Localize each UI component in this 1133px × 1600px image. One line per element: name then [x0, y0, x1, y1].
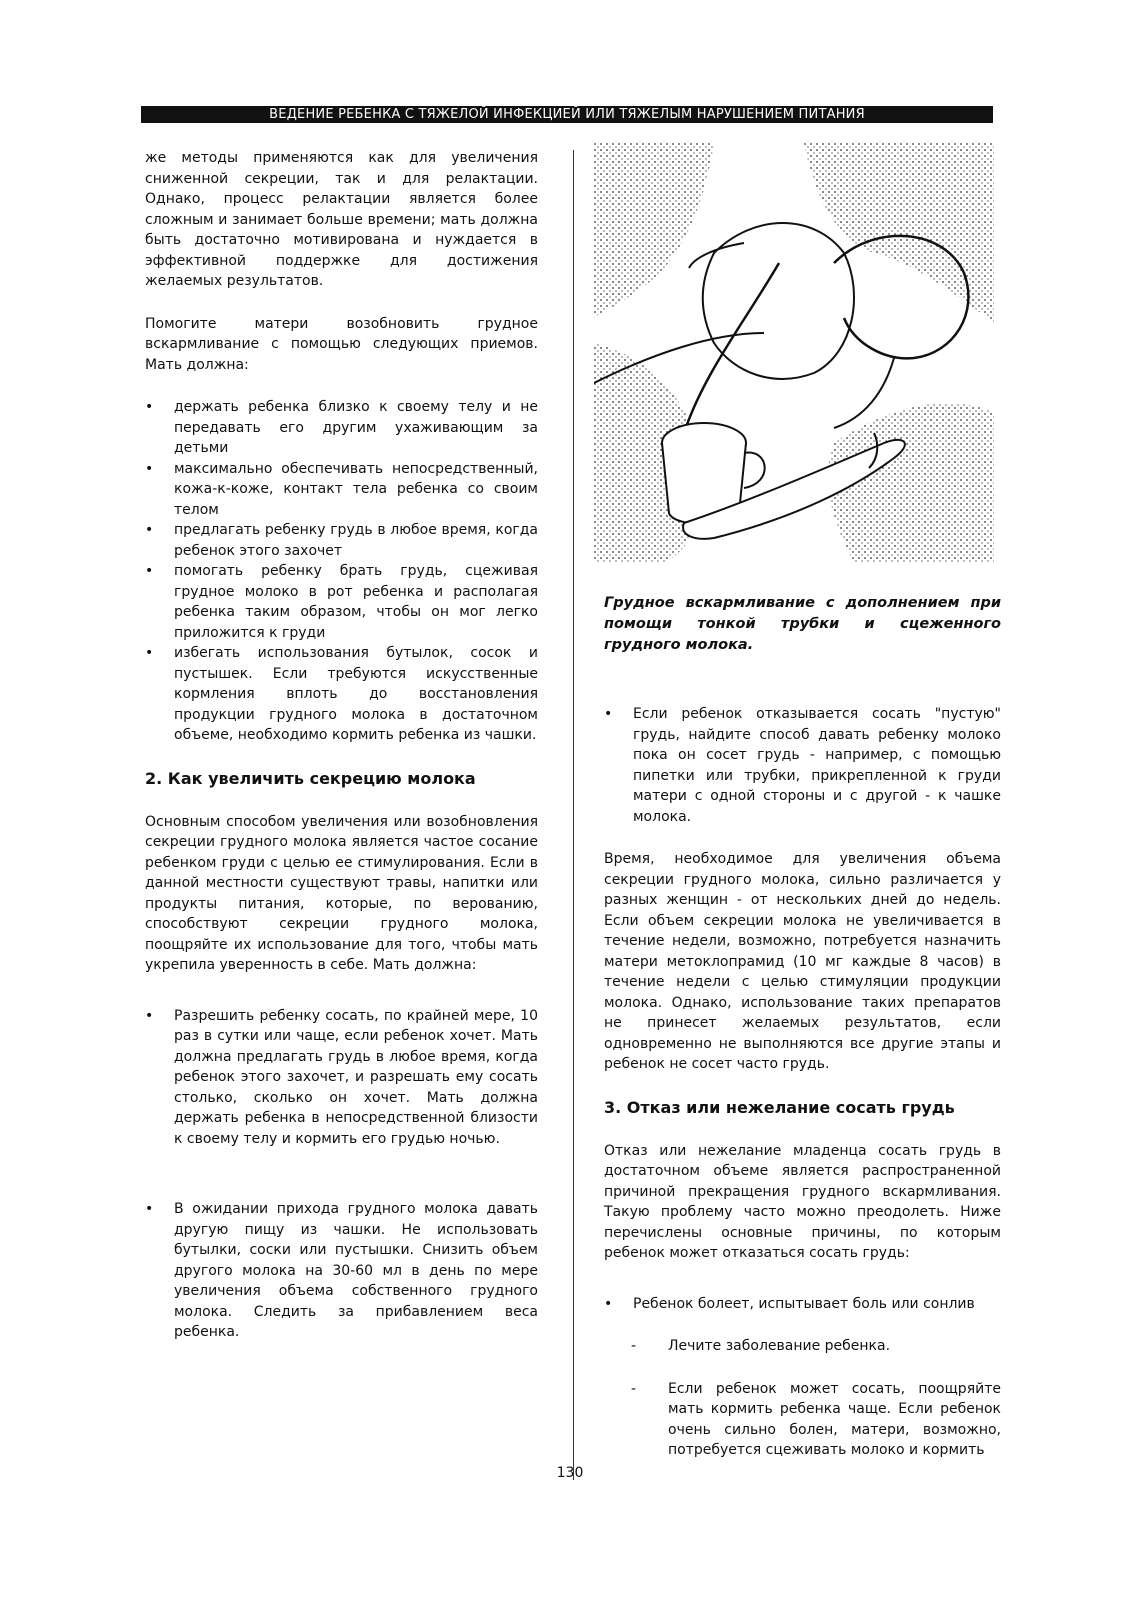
- figure-caption: Грудное вскармливание с дополнением при помощи тонкой трубки и сцеженного грудного молока.: [604, 595, 1001, 653]
- paragraph-time-needed: Время, необходимое для увеличения объема секреции грудного молока, сильно различается у разных женщин - от нескольких дней до недель. Если объем секреции молока не увеличивается в течение недели, возможно, потребуется назначить матери метоклопрамид (10 мг каждые 8 часов) в течение недели с целью стимуляции продукции молока. Однако, использование таких препаратов не принесет желаемых результатов, если одновременно не выполняются все другие этапы и ребенок не сосет часто грудь.: [604, 851, 1001, 1072]
- page-number: 130: [556, 1465, 584, 1481]
- running-header: ВЕДЕНИЕ РЕБЕНКА С ТЯЖЕЛОЙ ИНФЕКЦИЕЙ ИЛИ ТЯЖЕЛЫМ НАРУШЕНИЕМ ПИТАНИЯ: [141, 106, 993, 123]
- dash-marker: -: [631, 1380, 637, 1397]
- right-column: [604, 593, 1001, 1461]
- list-item: • предлагать ребенку грудь в любое время, когда ребенок этого захочет: [145, 520, 538, 561]
- list-item: • Разрешить ребенку сосать, по крайней мере, 10 раз в сутки или чаще, если ребенок хочет. Мать должна предлагать грудь в любое время, когда ребенок этого захочет, и разрешать ему сосать столько, сколько он хочет. Мать должна держать ребенка в непосредственной близости к своему телу и кормить его грудью ночью.: [145, 1006, 538, 1150]
- list-item: • В ожидании прихода грудного молока давать другую пищу из чашки. Не использовать бутылки, соски или пустышки. Снизить объем другого молока на 30-60 мл в день по мере увеличения объема собственного грудного молока. Следить за прибавлением веса ребенка.: [145, 1199, 538, 1343]
- dash-item: [604, 1379, 1001, 1461]
- list-item: • держать ребенка близко к своему телу и не передавать его другим ухаживающим за детьми: [145, 397, 538, 459]
- paragraph-increase-secretion: Основным способом увеличения или возобновления секреции грудного молока является частое сосание ребенком груди с целью ее стимулирования. Если в данной местности существуют травы, напитки или продукты питания, которые, по верованию, способствуют секреции грудного молока, поощряйте их использование для того, чтобы мать укрепила уверенность в себе. Мать должна:: [145, 813, 538, 973]
- bullet-list-techniques: [145, 397, 538, 746]
- paragraph-help-mother: Помогите матери возобновить грудное вскармливание с помощью следующих приемов. Мать должна:: [145, 315, 538, 373]
- section-heading-2: 2. Как увеличить секрецию молока: [145, 768, 476, 788]
- dash-marker: -: [631, 1338, 637, 1354]
- list-item: • избегать использования бутылок, сосок и пустышек. Если требуются искусственные кормления вплоть до восстановления продукции грудного молока в достаточном объеме, необходимо кормить ребенка из чашки.: [145, 643, 538, 746]
- list-item: • максимально обеспечивать непосредственный, кожа-к-коже, контакт тела ребенка со своим телом: [145, 459, 538, 521]
- list-item: • помогать ребенку брать грудь, сцеживая грудное молоко в рот ребенка и располагая ребенка таким образом, чтобы он мог легко приложится к груди: [145, 561, 538, 643]
- dash-item: [604, 1336, 1001, 1357]
- bullet-list-cup-feeding: [145, 1199, 538, 1343]
- dash-item-text: Если ребенок может сосать, поощряйте мать кормить ребенка чаще. Если ребенок очень сильно болен, матери, возможно, потребуется сцеживать молоко и кормить: [668, 1380, 1001, 1458]
- breastfeeding-tube-illustration: [594, 143, 994, 563]
- left-column: [145, 148, 538, 1343]
- paragraph-relactation: же методы применяются как для увеличения сниженной секреции, так и для релактации. Однако, процесс релактации является более сложным и занимает больше времени; мать должна быть достаточно мотивирована и нуждается в эффективной поддержке для достижения желаемых результатов.: [145, 150, 538, 289]
- paragraph-refusal: Отказ или нежелание младенца сосать грудь в достаточном объеме является распространенной причиной прекращения грудного вскармливания. Такую проблему часто можно преодолеть. Ниже перечислены основные причины, по которым ребенок может отказаться сосать грудь:: [604, 1142, 1001, 1261]
- dash-item-text: Лечите заболевание ребенка.: [668, 1338, 891, 1354]
- list-item: • Ребенок болеет, испытывает боль или сонлив: [604, 1294, 1001, 1315]
- section-heading-3: 3. Отказ или нежелание сосать грудь: [604, 1097, 955, 1117]
- bullet-list-mother-should: [145, 1006, 538, 1150]
- bullet-list-reasons: [604, 1294, 1001, 1315]
- column-divider: [573, 150, 574, 1480]
- bullet-list-refuses-empty: [604, 704, 1001, 827]
- list-item: • Если ребенок отказывается сосать "пустую" грудь, найдите способ давать ребенку молоко пока он сосет грудь - например, с помощью пипетки или трубки, прикрепленной к груди матери с одной стороны и с другой - к чашке молока.: [604, 704, 1001, 827]
